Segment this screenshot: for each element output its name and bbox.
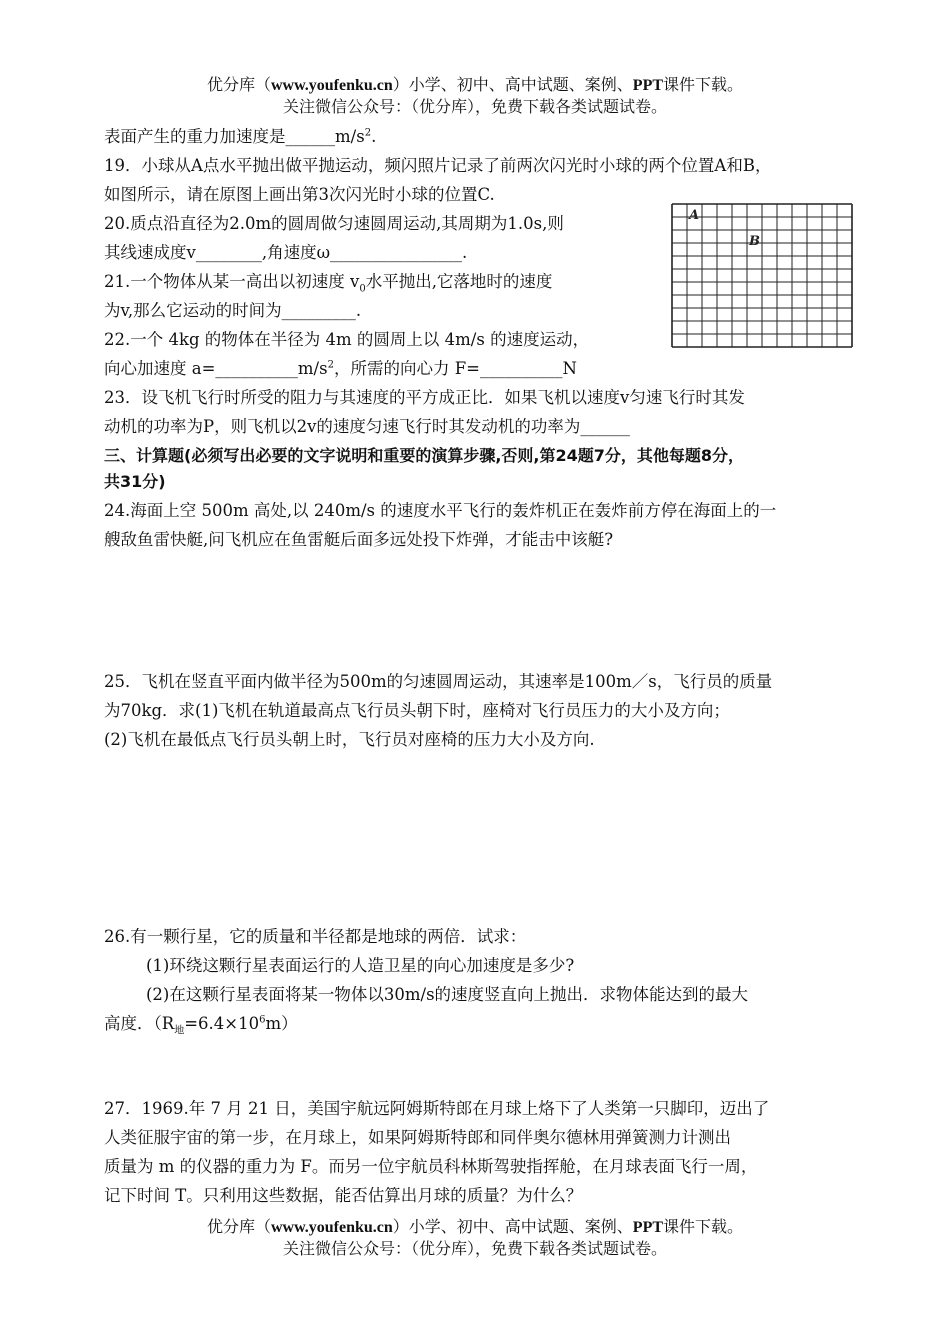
- point-a-label: A: [689, 208, 700, 223]
- q21-line-1: [104, 270, 552, 294]
- q21-text: 21.一个物体从某一高出以初速度 v: [104, 272, 360, 291]
- q27-line-3: 质量为 m 的仪器的重力为 F。而另一位宇航员科林斯驾驶指挥舱，在月球表面飞行一周，: [104, 1157, 758, 1176]
- q22-line-1: 22.一个 4kg 的物体在半径为 4m 的圆周上以 4m/s 的速度运动，: [104, 330, 590, 349]
- q26-text-c: m）: [265, 1014, 298, 1033]
- header-url: www.youfenku.cn: [270, 77, 393, 94]
- q27-line-2: 人类征服宇宙的第一步，在月球上，如果阿姆斯特郎和同伴奥尔德林用弹簧测力计测出: [104, 1128, 731, 1147]
- q22-line-2: [104, 357, 577, 381]
- q22-text-a: 向心加速度 a=__________m/s: [104, 359, 328, 378]
- q23-line-2: 动机的功率为P，则飞机以2v的速度匀速飞行时其发动机的功率为______: [104, 417, 630, 436]
- q25-line-2: 为70kg．求(1)飞机在轨道最高点飞行员头朝下时，座椅对飞行员压力的大小及方向；: [104, 701, 730, 720]
- q20-line-1: 20.质点沿直径为2.0m的圆周做匀速圆周运动,其周期为1.0s,则: [104, 214, 564, 233]
- footer-text: 课件下载。: [663, 1217, 744, 1236]
- q21-line-2: 为v,那么它运动的时间为_________.: [104, 301, 362, 320]
- q26-line-2: (1)环绕这颗行星表面运行的人造卫星的向心加速度是多少?: [146, 956, 575, 975]
- q26-text-b: =6.4×10: [184, 1014, 260, 1033]
- q24-line-2: 艘敌鱼雷快艇,问飞机应在鱼雷艇后面多远处投下炸弹，才能击中该艇?: [104, 530, 614, 549]
- header-text: 优分库（: [206, 75, 271, 94]
- q21-sub: 0: [359, 283, 366, 295]
- header-text: ）小学、初中、高中试题、案例、: [392, 75, 633, 94]
- q22-sup: 2: [327, 359, 334, 371]
- section-3-heading-1: 三、计算题(必须写出必要的文字说明和重要的演算步骤,否则,第24题7分，其他每题8分，: [104, 446, 745, 465]
- footer-url: www.youfenku.cn: [270, 1219, 393, 1236]
- grid-lines: [672, 204, 852, 347]
- q27-line-4: 记下时间 T。只利用这些数据，能否估算出月球的质量？为什么？: [104, 1186, 583, 1205]
- q18-line: [104, 125, 376, 149]
- header-line-2: 关注微信公众号：（优分库），免费下载各类试题试卷。: [282, 97, 667, 116]
- point-b-label: B: [749, 234, 760, 249]
- q18-text: 表面产生的重力加速度是______m/s: [104, 127, 365, 146]
- q26-sup: 6: [259, 1014, 266, 1026]
- q18-sup: 2: [364, 127, 372, 139]
- footer-text: 优分库（: [206, 1217, 271, 1236]
- footer-line-2: 关注微信公众号：（优分库），免费下载各类试题试卷。: [282, 1239, 667, 1258]
- q19-line-2: 如图所示，请在原图上画出第3次闪光时小球的位置C.: [104, 185, 495, 204]
- q26-line-3: (2)在这颗行星表面将某一物体以30m/s的速度竖直向上抛出．求物体能达到的最大: [146, 985, 749, 1004]
- header-text: 课件下载。: [663, 75, 744, 94]
- header-line-1: [0, 74, 950, 97]
- q21-text-b: 水平抛出,它落地时的速度: [365, 272, 553, 291]
- q25-line-1: 25．飞机在竖直平面内做半径为500m的匀速圆周运动，其速率是100m／s，飞行员的质量: [104, 672, 773, 691]
- footer-line-1: [0, 1216, 950, 1239]
- projectile-grid-figure: [670, 202, 860, 352]
- footer-text: ）小学、初中、高中试题、案例、: [392, 1217, 633, 1236]
- q26-line-1: 26.有一颗行星，它的质量和半径都是地球的两倍．试求：: [104, 927, 527, 946]
- section-3-heading-2: 共31分): [104, 472, 166, 491]
- q26-sub: 地: [174, 1025, 185, 1037]
- q25-line-3: (2)飞机在最低点飞行员头朝上时，飞行员对座椅的压力大小及方向.: [104, 730, 595, 749]
- footer-ppt: PPT: [632, 1219, 664, 1236]
- q22-text-b: ，所需的向心力 F=__________N: [333, 359, 577, 378]
- header-ppt: PPT: [632, 77, 664, 94]
- q18-end: .: [371, 127, 377, 146]
- q19-line-1: 19．小球从A点水平抛出做平抛运动，频闪照片记录了前两次闪光时小球的两个位置A和B，: [104, 156, 772, 175]
- q23-line-1: 23．设飞机飞行时所受的阻力与其速度的平方成正比．如果飞机以速度v匀速飞行时其发: [104, 388, 745, 407]
- q26-text-a: 高度．（R: [104, 1014, 175, 1033]
- q20-line-2: 其线速成度v________,角速度ω________________.: [104, 243, 468, 262]
- q26-line-4: [104, 1012, 298, 1036]
- q27-line-1: 27．1969.年 7 月 21 日，美国宇航远阿姆斯特郎在月球上烙下了人类第一只脚印，迈出了: [104, 1099, 770, 1118]
- q24-line-1: 24.海面上空 500m 高处,以 240m/s 的速度水平飞行的轰炸机正在轰炸前方停在海面上的一: [104, 501, 777, 520]
